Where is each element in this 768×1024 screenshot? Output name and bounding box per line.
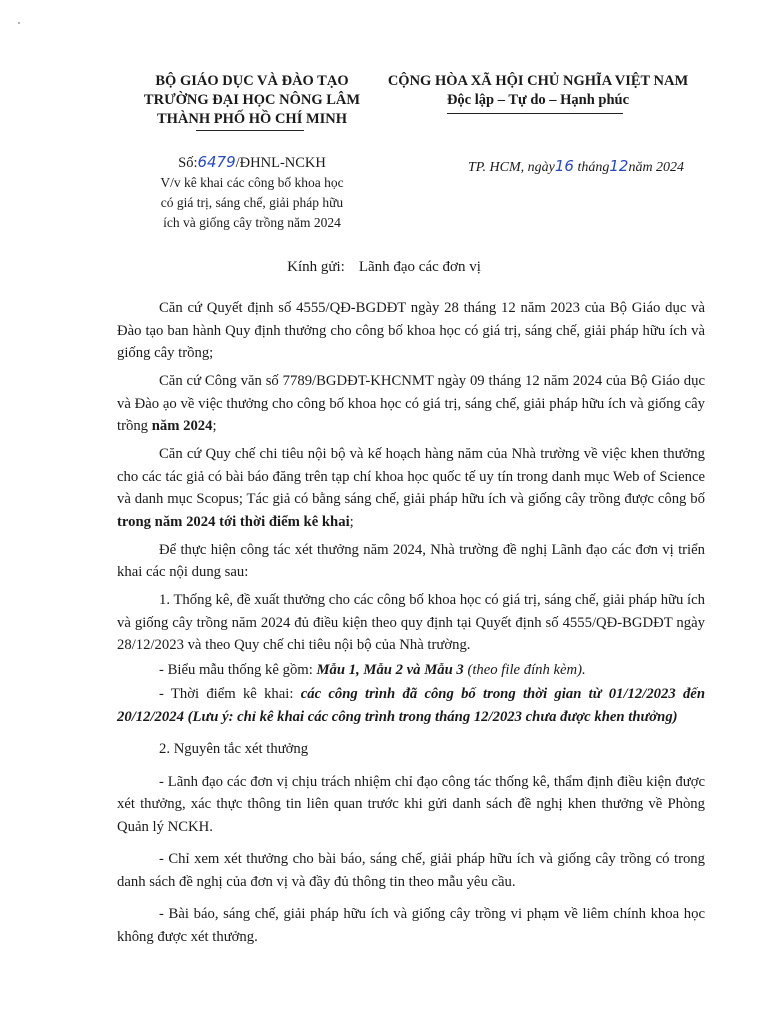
number-suffix: /ĐHNL-NCKH [235,155,326,171]
paragraph: - Chỉ xem xét thưởng cho bài báo, sáng chế, giải pháp hữu ích và giống cây trồng có trong danh sách đề nghị của đơn vị và đầy đủ thông tin theo mẫu yêu cầu. [117,851,705,890]
scan-speck [18,22,20,24]
date-year: năm 2024 [628,160,685,175]
section-heading: 2. Nguyên tắc xét thưởng [159,741,309,757]
paragraph: - Biểu mẫu thống kê gồm: Mẫu 1, Mẫu 2 và Mẫu 3 (theo file đính kèm). [159,661,586,678]
handwritten-month: 12 [609,157,629,175]
issuer-underline [196,130,304,131]
recipient-label: Kính gửi: [287,259,345,275]
paragraph: 1. Thống kê, đề xuất thưởng cho các công bố khoa học có giá trị, sáng chế, giải pháp hữu ích và giống cây trồng năm 2024 đủ điều kiện theo quy định tại Quyết định số 4555/QĐ-BGDĐT ngày 28/12/2023 và theo Quy chế chi tiêu nội bộ của Nhà trường. [117,592,705,653]
paragraph: Căn cứ Công văn số 7789/BGDĐT-KHCNMT ngày 09 tháng 12 năm 2024 của Bộ Giáo dục và Đào ạo về việc thưởng cho công bố khoa học có giá trị, sáng chế, giải pháp hữu ích và giống cây trồng năm 2024; [117,373,705,434]
recipient-value: Lãnh đạo các đơn vị [358,259,481,275]
handwritten-day: 16 [554,157,574,175]
issuer-header [118,72,386,129]
ministry-name: BỘ GIÁO DỤC VÀ ĐÀO TẠO [155,73,349,89]
subject-line: có giá trị, sáng chế, giải pháp hữu [160,195,344,210]
national-header [372,72,704,110]
paragraph: Căn cứ Quyết định số 4555/QĐ-BGDĐT ngày 28 tháng 12 năm 2023 của Bộ Giáo dục và Đào tạo ban hành Quy định thưởng cho công bố khoa học có giá trị, sáng chế, giải pháp hữu ích và giống cây trồng; [117,300,705,361]
subject-line: ích và giống cây trồng năm 2024 [163,215,341,230]
national-title: CỘNG HÒA XÃ HỘI CHỦ NGHĨA VIỆT NAM [387,73,689,89]
university-city: THÀNH PHỐ HỒ CHÍ MINH [156,111,348,127]
paragraph: Để thực hiện công tác xét thưởng năm 2024, Nhà trường đề nghị Lãnh đạo các đơn vị triển khai các nội dung sau: [117,541,705,580]
paragraph: Căn cứ Quy chế chi tiêu nội bộ và kế hoạch hàng năm của Nhà trường về việc khen thưởng cho các tác giả có bài báo đăng trên tạp chí khoa học quốc tế uy tín trong danh mục Web of Science và danh mục Scopus; Tác giả có bằng sáng chế, giải pháp hữu ích và giống cây trồng được công bố trong năm 2024 tới thời điểm kê khai; [117,446,705,530]
issue-date [468,157,728,176]
motto-underline [447,113,623,114]
document-subject [118,173,386,233]
university-name: TRƯỜNG ĐẠI HỌC NÔNG LÂM [143,92,361,108]
recipient-line [0,259,768,276]
paragraph: - Bài báo, sáng chế, giải pháp hữu ích và giống cây trồng vi phạm về liêm chính khoa học không được xét thưởng. [117,906,705,945]
document-body [117,297,705,954]
handwritten-number: 6479 [197,153,236,171]
paragraph: - Thời điểm kê khai: các công trình đã công bố trong thời gian từ 01/12/2023 đến 20/12/2024 (Lưu ý: chỉ kê khai các công trình trong tháng 12/2023 chưa được khen thưởng) [117,686,705,725]
paragraph: - Lãnh đạo các đơn vị chịu trách nhiệm chỉ đạo công tác thống kê, thẩm định điều kiện được xét thưởng, xác thực thông tin liên quan trước khi gửi danh sách đề nghị khen thưởng về Phòng Quản lý NCKH. [117,773,705,835]
subject-line: V/v kê khai các công bố khoa học [160,175,344,190]
date-month-label: tháng [577,160,610,175]
number-prefix: Số: [178,155,198,171]
date-place: TP. HCM, ngày [468,160,555,175]
document-number [118,152,386,173]
national-motto: Độc lập – Tự do – Hạnh phúc [446,92,630,108]
